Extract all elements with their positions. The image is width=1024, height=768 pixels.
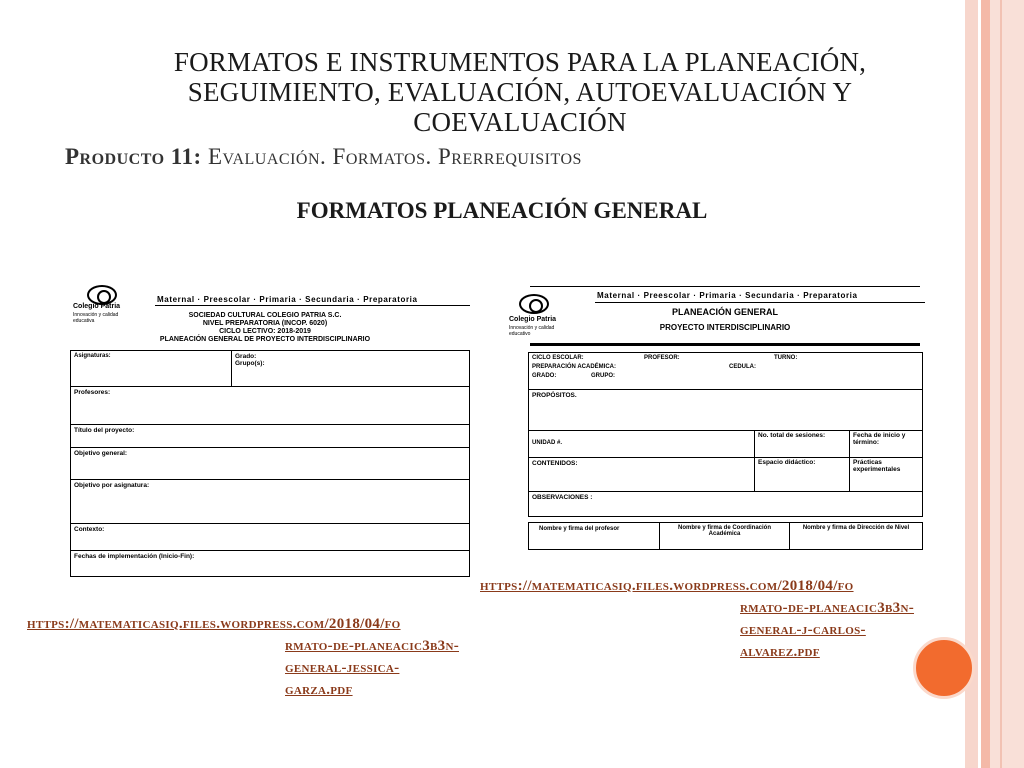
header-line: PLANEACIÓN GENERAL DE PROYECTO INTERDISCIPLINARIO [159,336,371,343]
logo-tagline: Innovación y calidad educativo [509,325,555,337]
logo-name: Colegio Patria [73,303,121,310]
link-line: https://matematicasiq.files.wordpress.com/2018/04/fo [27,616,401,632]
border-line [1000,0,1002,768]
form-grid [528,352,923,517]
link-line: general-j-carlos- [740,622,866,638]
doc-header [155,312,375,344]
field-cedula: CEDULA: [729,364,756,370]
link-line: rmato-de-planeacic3b3n- [740,600,914,616]
field-turno: TURNO: [774,355,798,361]
slide-title [100,47,940,137]
field-grado: Grado: [235,353,257,360]
border-stripe [990,0,1024,768]
field-fechas: Fechas de implementación (Inicio-Fin): [71,550,469,576]
title-line: COEVALUACIÓN [413,107,627,137]
field-unidad: UNIDAD #. [532,440,563,446]
field-practicas: Prácticas experimentales [849,457,922,491]
title-line: SEGUIMIENTO, EVALUACIÓN, AUTOEVALUACIÓN Y [187,77,853,107]
field-ciclo: CICLO ESCOLAR: [532,355,584,361]
field-profesor: PROFESOR: [644,355,680,361]
doc-subtitle: PROYECTO INTERDISCIPLINARIO [659,323,791,332]
header-line: SOCIEDAD CULTURAL COLEGIO PATRIA S.C. [188,312,342,319]
divider [530,286,920,287]
levels-text: Maternal · Preescolar · Primaria · Secundaria · Preparatoria [597,291,858,300]
thick-divider [530,343,920,346]
grade-cell [231,351,471,386]
field-profesores: Profesores: [71,386,469,424]
link-line: https://matematicasiq.files.wordpress.com/2018/04/fo [480,578,854,594]
link-line: general-jessica- [285,660,400,676]
logo-icon [87,285,117,305]
field-firma-direccion: Nombre y firma de Dirección de Nivel [789,523,922,549]
field-grado: GRADO: [532,373,557,379]
border-stripe [981,0,990,768]
field-objetivo-general: Objetivo general: [71,447,469,479]
field-titulo: Título del proyecto: [71,424,469,447]
field-propositos: PROPÓSITOS. [529,389,922,430]
logo-name: Colegio Patria [509,316,557,323]
link-line: rmato-de-planeacic3b3n- [285,638,459,654]
signature-grid [528,522,923,550]
pdf-link-jessica-garza[interactable] [27,613,459,701]
product-heading [65,144,582,170]
divider [155,305,470,306]
field-espacio: Espacio didáctico: [754,457,849,491]
field-objetivo-asignatura: Objetivo por asignatura: [71,479,469,523]
field-preparacion: PREPARACIÓN ACADÉMICA: [532,364,616,370]
link-line: alvarez.pdf [740,644,820,660]
document-thumbnail-j-carlos-alvarez[interactable] [505,280,930,555]
field-contenidos: CONTENIDOS: [529,457,922,491]
logo-icon [519,294,549,314]
doc-title: PLANEACIÓN GENERAL [671,307,778,317]
field-fecha: Fecha de inicio y término: [849,430,922,457]
logo-tagline: Innovación y calidad educativa [73,312,119,324]
divider [595,302,925,303]
form-grid [70,350,470,577]
header-line: NIVEL PREPARATORIA (INCOP. 6020) [202,320,328,327]
link-line: garza.pdf [285,682,353,698]
field-firma-profesor: Nombre y firma del profesor [539,526,620,532]
field-grupo: GRUPO: [591,373,615,379]
levels-text: Maternal · Preescolar · Primaria · Secundaria · Preparatoria [157,295,418,304]
header-line: CICLO LECTIVO: 2018-2019 [219,328,311,335]
field-firma-coordinacion: Nombre y firma de Coordinación Académica [659,523,789,549]
field-asignaturas: Asignaturas: [74,353,111,359]
field-grupos: Grupo(s): [235,360,265,367]
decorative-circle [913,637,975,699]
product-label: Producto 11: [65,144,202,169]
document-thumbnail-jessica-garza[interactable] [65,280,475,580]
product-text: Evaluación. Formatos. Prerrequisitos [207,144,582,169]
field-observaciones: OBSERVACIONES : [529,491,922,516]
field-contexto: Contexto: [71,523,469,550]
pdf-link-j-carlos-alvarez[interactable] [480,575,914,663]
field-sesiones: No. total de sesiones: [754,430,849,457]
section-subtitle: FORMATOS PLANEACIÓN GENERAL [296,198,708,223]
title-line: FORMATOS E INSTRUMENTOS PARA LA PLANEACIÓN, [173,47,867,77]
